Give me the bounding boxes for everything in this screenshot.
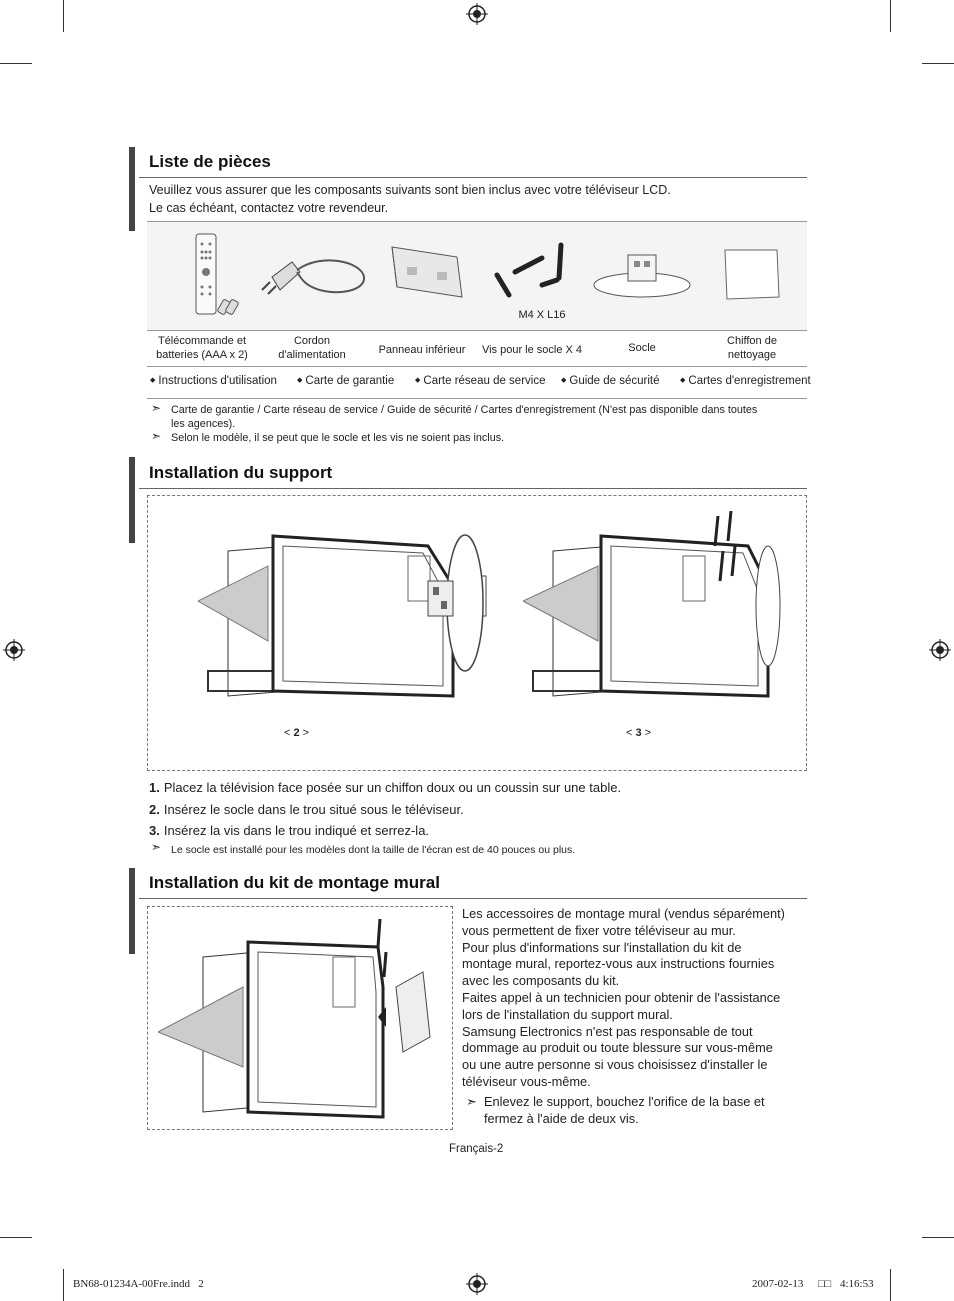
parts-intro [149,181,671,217]
part-label-line: Télécommande et [157,335,247,347]
crop-mark [63,0,64,32]
section-marker [129,457,139,543]
note-arrow-icon: ➣ [466,1093,477,1109]
step-number: 1. [149,780,160,795]
part-label [147,334,257,362]
doc-item [680,375,811,387]
registration-mark-icon [3,639,25,661]
diamond-icon: ◆ [680,377,686,384]
text-line: ou une autre personne si vous choisissez d'installer le [462,1057,768,1073]
part-label-line: nettoyage [727,349,777,361]
step-item [149,780,621,795]
intro-line: Veuillez vous assurer que les composants suivants sont bien inclus avec votre téléviseur LCD. [149,183,671,197]
stand-base-icon [423,531,493,676]
parts-illustrations [147,221,807,330]
step-text: Insérez la vis dans le trou indiqué et serrez-la. [163,823,430,838]
text-line: montage mural, reportez-vous aux instructions fournies [462,956,775,972]
text-line: Samsung Electronics n'est pas responsable de tout [462,1023,753,1039]
step-number: 2. [149,802,160,817]
wall-title: Installation du kit de montage mural [149,873,440,892]
parts-title: Liste de pièces [149,152,271,171]
doc-label: Instructions d'utilisation [158,375,277,387]
wall-figure-box [147,906,453,1130]
section-marker [129,868,139,954]
wall-mount-diagram [158,917,448,1122]
tv-stand-diagram-right [523,506,793,721]
part-label-line: Chiffon de [727,335,777,347]
doc-item [415,375,545,387]
section-rule [139,177,807,178]
print-date: 2007-02-13 [752,1278,804,1290]
doc-item [561,375,660,387]
note-line: Enlevez le support, bouchez l'orifice de la base et [484,1093,765,1109]
file-name: BN68-01234A-00Fre.indd 2 [73,1278,204,1290]
note-arrow-icon: ➣ [151,840,162,854]
text-line: Pour plus d'informations sur l'installation du kit de [462,939,742,955]
text-line: Les accessoires de montage mural (vendus séparément) [462,906,785,921]
part-label-line: batteries (AAA x 2) [156,349,248,361]
doc-label: Carte de garantie [305,375,395,387]
registration-mark-icon [466,1273,488,1295]
section-rule [139,488,807,489]
part-label [587,341,697,355]
doc-label: Guide de sécurité [569,375,660,387]
doc-label: Cartes d'enregistrement [688,375,811,387]
print-time: 4:16:53 [840,1278,874,1290]
crop-mark [922,1237,954,1238]
note-arrow-icon: ➣ [151,429,162,443]
part-label [367,343,477,357]
figure-number: 3 [635,727,642,739]
text-line: avec les composants du kit. [462,973,620,989]
diamond-icon: ◆ [150,377,156,384]
step-text: Placez la télévision face posée sur un chiffon doux ou un coussin sur une table. [163,780,622,795]
doc-item [150,375,277,387]
documents-list [147,367,811,399]
part-label-line: Panneau inférieur [378,344,466,356]
text-line: téléviseur vous-même. [462,1073,591,1089]
step-item [149,802,464,817]
wall-note [462,1094,807,1128]
parts-labels [147,330,807,367]
crop-mark [890,1269,891,1301]
stand-icon [592,247,692,302]
crop-mark [0,1237,32,1238]
part-label-line: d'alimentation [278,349,346,361]
figure-caption: < 3 > [626,727,652,739]
intro-line: Le cas échéant, contactez votre revendeur. [149,201,389,215]
part-label-line: Socle [628,342,656,354]
doc-item [297,375,394,387]
part-label-line: Vis pour le socle X 4 [481,344,583,356]
doc-label: Carte réseau de service [423,375,546,387]
registration-mark-icon [929,639,951,661]
step-text: Insérez le socle dans le trou situé sous le téléviseur. [163,802,464,817]
diamond-icon: ◆ [297,377,303,384]
stand-title: Installation du support [149,463,333,482]
stand-note: Le socle est installé pour les modèles dont la taille de l'écran est de 40 pouces ou plus. [171,844,576,856]
part-label [697,334,807,362]
section-rule [139,898,807,899]
crop-mark [922,63,954,64]
stand-figure-box [147,495,807,771]
registration-mark-icon [466,3,488,25]
section-marker [129,147,139,231]
diamond-icon: ◆ [415,377,421,384]
text-line: vous permettent de fixer votre téléviseur au mur. [462,922,736,938]
screws-icon [487,240,577,300]
crop-mark [63,1269,64,1301]
text-line: Faites appel à un technicien pour obtenir de l'assistance [462,989,781,1005]
note-line: fermez à l'aide de deux vis. [484,1110,639,1126]
part-label [477,343,587,357]
note-line: les agences). [171,418,236,430]
note-arrow-icon: ➣ [151,401,162,415]
parts-note: Selon le modèle, il se peut que le socle et les vis ne soient pas inclus. [171,432,505,444]
screw-size-label: M4 X L16 [518,309,566,321]
remote-control-icon [192,232,242,317]
text-line: dommage au produit ou toute blessure sur vous-même [462,1040,773,1056]
figure-caption: < 2 > [284,727,310,739]
parts-note [171,403,801,431]
crop-mark [890,0,891,32]
figure-number: 2 [293,727,300,739]
bottom-panel-icon [387,242,467,302]
wall-description [462,906,807,1127]
unknown-glyphs: □□ [818,1278,832,1290]
part-label [257,334,367,362]
text-line: lors de l'installation du support mural. [462,1006,673,1022]
diamond-icon: ◆ [561,377,567,384]
part-label-line: Cordon [293,335,331,347]
step-item [149,823,429,838]
step-number: 3. [149,823,160,838]
page-number: Français-2 [449,1143,504,1155]
power-cord-icon [252,242,372,302]
cleaning-cloth-icon [722,247,782,302]
note-line: Carte de garantie / Carte réseau de service / Guide de sécurité / Cartes d'enregistrement (N'est pas disponible dans toutes [171,404,758,416]
crop-mark [0,63,32,64]
